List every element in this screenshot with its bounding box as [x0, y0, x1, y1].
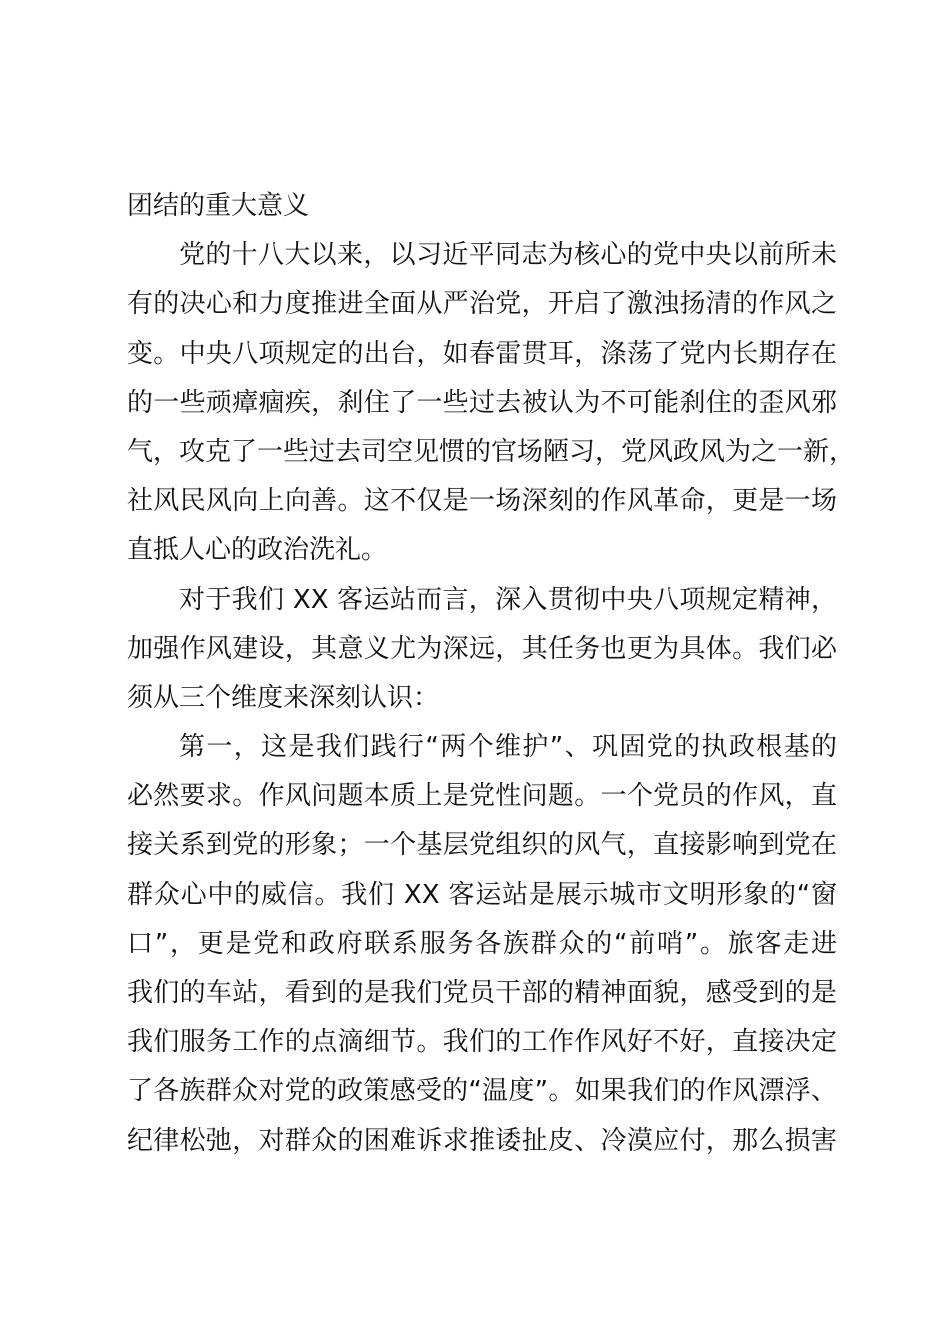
text-line: 党的十八大以来，以习近平同志为核心的党中央以前所未 — [179, 240, 837, 271]
text-line: 接关系到党的形象；一个基层党组织的风气，直接影响到党在 — [127, 830, 837, 861]
text-line: 了各族群众对党的政策感受的“温度”。如果我们的作风漂浮、 — [127, 1076, 837, 1107]
text-line: 纪律松弛，对群众的困难诉求推诿扯皮、冷漠应付，那么损害 — [127, 1125, 837, 1156]
text-line: 我们服务工作的点滴细节。我们的工作作风好不好，直接决定 — [127, 1027, 837, 1058]
text-line: 的一些顽瘴痼疾，刹住了一些过去被认为不可能刹住的歪风邪 — [127, 387, 837, 418]
text-line: 气，攻克了一些过去司空见惯的官场陋习，党风政风为之一新， — [127, 436, 856, 467]
text-line: 加强作风建设，其意义尤为深远，其任务也更为具体。我们必 — [127, 633, 837, 664]
text-line: 须从三个维度来深刻认识： — [127, 682, 440, 713]
document-body — [127, 182, 856, 1166]
text-line: 社风民风向上向善。这不仅是一场深刻的作风革命，更是一场 — [127, 486, 837, 517]
text-line: 口”，更是党和政府联系服务各族群众的“前哨”。旅客走进 — [127, 928, 837, 959]
text-line: 群众心中的威信。我们 XX 客运站是展示城市文明形象的“窗 — [127, 879, 837, 910]
text-line: 变。中央八项规定的出台，如春雷贯耳，涤荡了党内长期存在 — [127, 338, 837, 369]
text-line: 对于我们 XX 客运站而言，深入贯彻中央八项规定精神， — [179, 584, 837, 615]
text-line: 有的决心和力度推进全面从严治党，开启了激浊扬清的作风之 — [127, 289, 837, 320]
text-line: 我们的车站，看到的是我们党员干部的精神面貌，感受到的是 — [127, 978, 837, 1008]
text-line: 第一，这是我们践行“两个维护”、巩固党的执政根基的 — [179, 732, 837, 763]
text-line: 直抵人心的政治洗礼。 — [127, 535, 388, 566]
text-line: 必然要求。作风问题本质上是党性问题。一个党员的作风，直 — [127, 781, 837, 812]
text-line: 团结的重大意义 — [127, 191, 310, 221]
